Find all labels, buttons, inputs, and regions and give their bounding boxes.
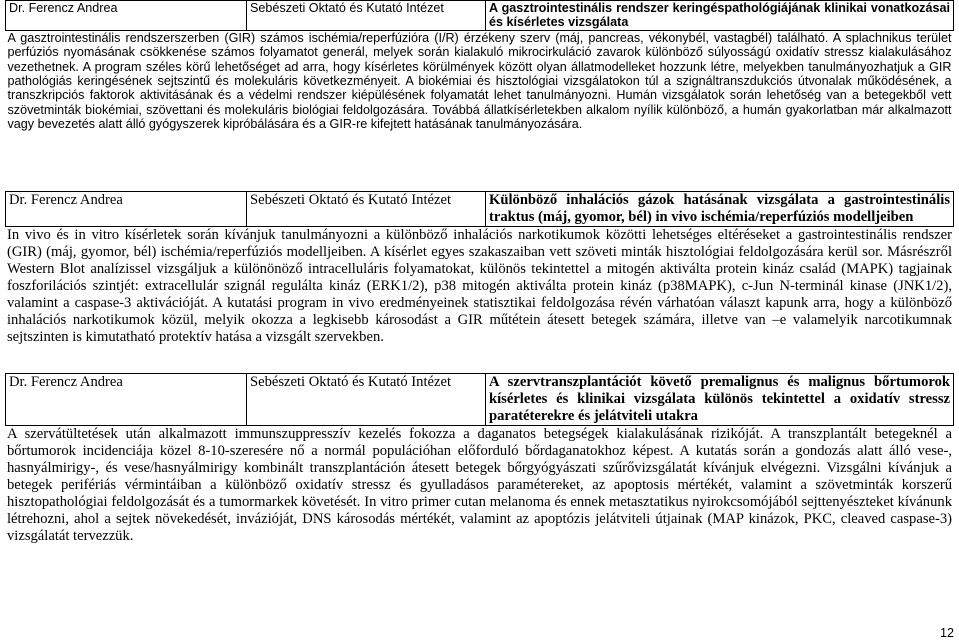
entry-3-header-table (5, 373, 954, 426)
entry-3-body: A szervátültetések után alkalmazott immunszuppresszív kezelés fokozza a daganatos betegségek kialakulásának rizikóját. A transzplantált betegeknél a bőrtumorok incidenciája közel 8-10-szeresére nő a normál populációhan előforduló bőrdaganatokhoz képest. A kutatás során a gondozás alatt álló vese-, hasnyálmirigy-, és vese/hasnyálmirigy kombinált transzplantáción átesett betegek bőrgyógyászati szűrővizsgálatát kívánjuk elvégezni. Vizsgálni kívánjuk a betegek perifériás vérmintáiban a különböző oxidatív stressz és gyulladásos paramétereket, az apoptosis mértékét, valamint a szövetminták korszerű hisztopathológiai feldolgozását és a tumormarkek követését. In vitro primer cutan melanoma és ennek metasztatikus nyirokcsomójából sejttenyészteket kívánunk létrehozni, ahol a sejtek növekedését, invázióját, DNS károsodás mértékét, valamint az apoptózis jelátviteli útjainak (MAP kinázok, PKC, cleaved caspase-3) vizsgálatát tervezzük. (7, 426, 952, 544)
entry-2-institute: Sebészeti Oktató és Kutató Intézet (247, 192, 486, 227)
entry-2-title: Különböző inhalációs gázok hatásának vizsgálata a gastrointestinális traktus (máj, gyomor, bél) in vivo ischémia/reperfúziós modelljeiben (486, 192, 954, 227)
entry-1-title: A gasztrointestinális rendszer keringéspathológiájának klinikai vonatkozásai és kísérletes vizsgálata (486, 1, 954, 31)
entry-3-author: Dr. Ferencz Andrea (6, 374, 247, 426)
entry-1 (5, 0, 954, 132)
entry-1-institute: Sebészeti Oktató és Kutató Intézet (247, 1, 486, 31)
page-number: 12 (939, 626, 954, 640)
entry-3-title: A szervtranszplantációt követő premalignus és malignus bőrtumorok kísérletes és klinikai vizsgálata különös tekintettel a oxidatív stressz paratéterekre és jelátviteli utakra (486, 374, 954, 426)
entry-2-author: Dr. Ferencz Andrea (6, 192, 247, 227)
entry-2-body: In vivo és in vitro kísérletek során kívánjuk tanulmányozni a különböző inhalációs narkotikumok közötti lehetséges eltéréseket a gastrointestinális rendszer (GIR) (máj, gyomor, bél) ischémia/reperfúziós modelljeiben. A kísérlet egyes szakaszaiban vett szöveti minták hisztológiai feldolgozására kerül sor. Másrészről Western Blot analízissel vizsgáljuk a különönöző intracelluláris folyamatokat, különös tekintettel a mitogén aktiválta protein kináz család (MAPK) tagjainak foszforilációs szintjét: extracellulár szignál regulálta kináz (ERK1/2), p38 mitogén aktiválta protein kináz (p38MAPK), c-Jun N-terminál kinase (JNK1/2), valamint a caspase-3 aktivációját. A kutatási program in vivo eredményeinek statisztikai feldolgozása révén várhatóan választ kapunk arra, hogy a különböző inhalációs narkotikumok közül, melyik okozza a legkisebb károsodást a GIR műtétein átesett betegek számára, illetve van –e valamelyik narcotikumnak sejtszinten is kimutatható protektív hatása a vizsgált szervekben. (7, 227, 952, 345)
entry-1-header-table (5, 0, 954, 132)
entry-3 (5, 373, 954, 545)
entry-2-header-table (5, 191, 954, 227)
entry-1-author: Dr. Ferencz Andrea (6, 1, 247, 31)
entry-3-institute: Sebészeti Oktató és Kutató Intézet (247, 374, 486, 426)
entry-2 (5, 191, 954, 346)
entry-1-body: A gasztrointestinális rendszerszerben (GIR) számos ischémia/reperfúzióra (I/R) érzékeny szerv (máj, pancreas, vékonybél, vastagbél) található. A splachnikus terület perfúziós nyomásának csökkenése számos folyamatot generál, melyek során kialakuló mikrocirkuláció zavarok különböző súlyosságú oxidatív stressz kialakulásához vezethetnek. A program széles körű lehetőséget ad arra, hogy kísérletes körülmények között olyan állatmodelleket hozzunk létre, melyekben tanulmányozhatjuk a GIR pathológiás keringésének sejtszintű és molekuláris következményeit. A biokémiai és hisztológiai vizsgálatokon túl a szignáltranszdukciós útvonalak működésének, a transzkripciós faktorok aktivitásának és a védelmi rendszer kiépülésének folyamatát lehet tanulmányozni. Humán vizsgálatok során lehetőség van a betegekből vett szövetminták biokémiai, szövettani és molekuláris biológiai feldolgozására. Továbbá állatkísérletekben alkalom nyílik különböző, a humán gyakorlatban már alkalmazott vagy bevezetés alatt álló gyógyszerek kipróbálására és a GIR-re kifejtett hatásának tanulmányozására. (7, 30, 952, 132)
